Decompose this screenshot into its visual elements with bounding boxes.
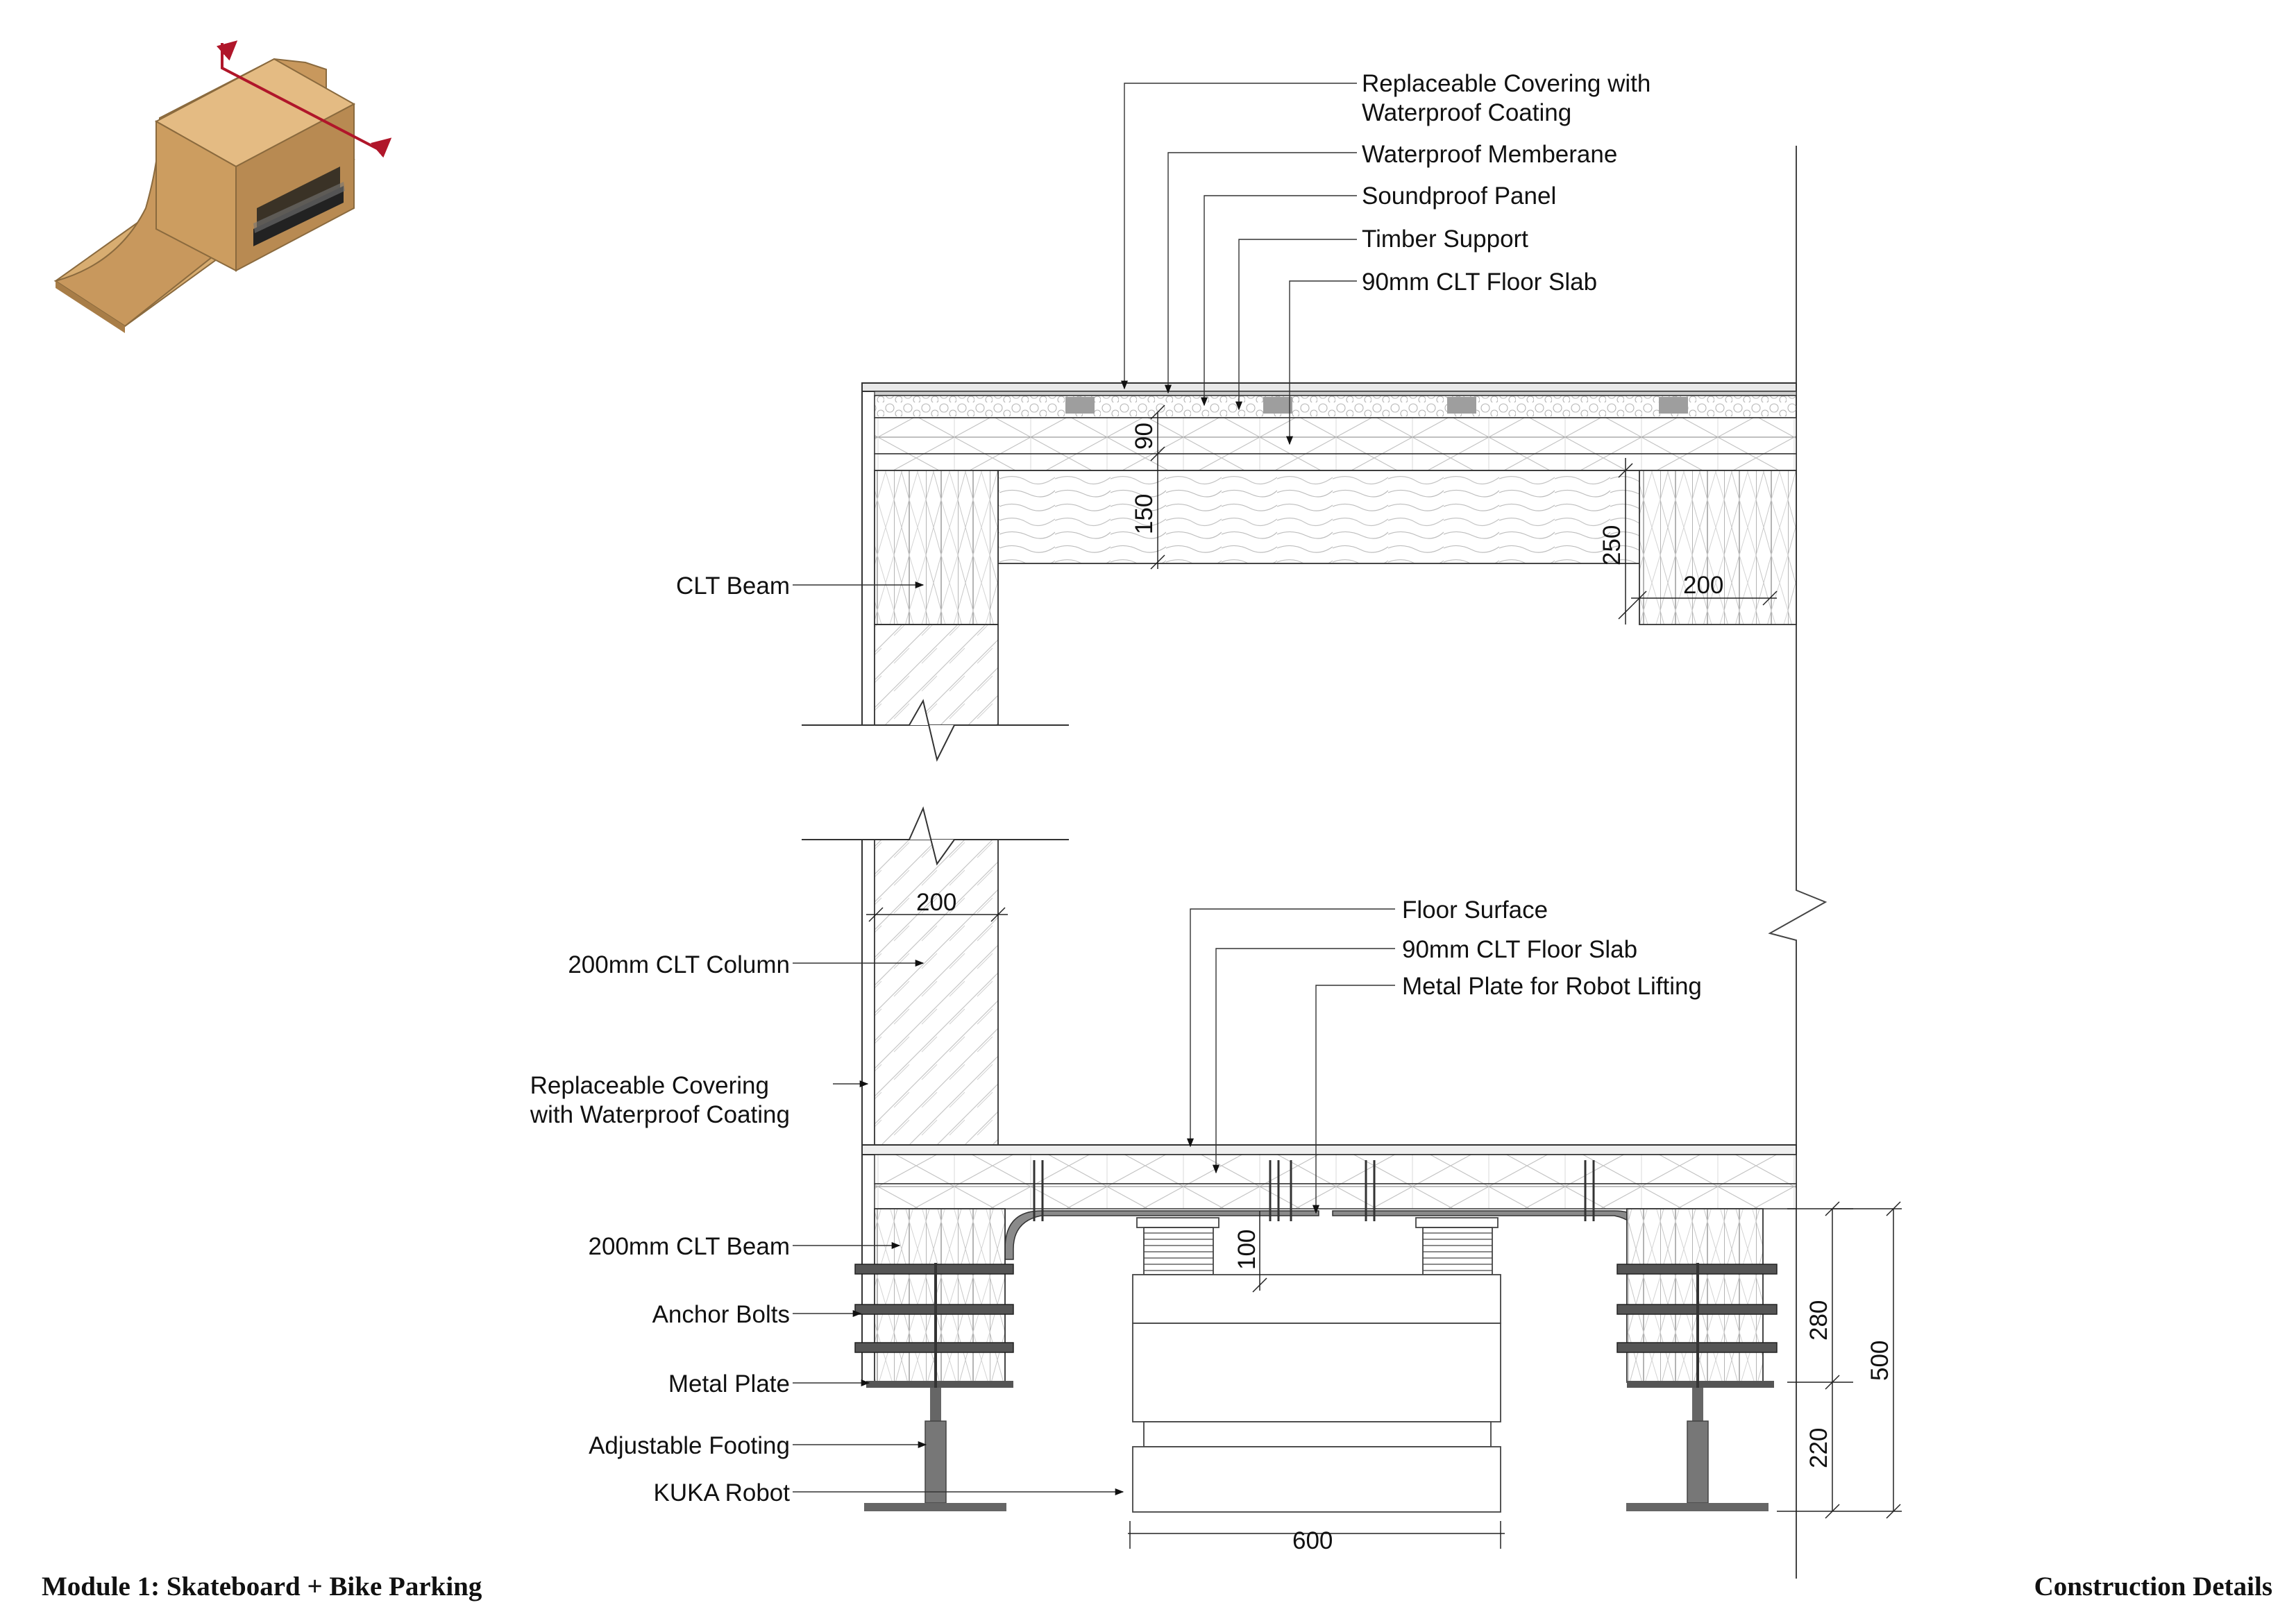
label-kuka-robot: KUKA Robot bbox=[653, 1479, 790, 1506]
label-clt-column: 200mm CLT Column bbox=[568, 951, 790, 978]
base-beam-left bbox=[855, 1209, 1013, 1388]
dim-column-width: 200 bbox=[916, 889, 957, 916]
dim-total-height: 500 bbox=[1866, 1340, 1893, 1381]
label-base-clt-beam: 200mm CLT Beam bbox=[588, 1233, 790, 1260]
label-side-covering-line2: with Waterproof Coating bbox=[530, 1101, 790, 1128]
column-upper bbox=[802, 624, 1069, 760]
label-floor-clt-slab: 90mm CLT Floor Slab bbox=[1402, 936, 1638, 963]
label-anchor-bolts: Anchor Bolts bbox=[652, 1301, 790, 1328]
label-floor-surface: Floor Surface bbox=[1402, 897, 1548, 924]
dim-footing-height: 220 bbox=[1805, 1427, 1832, 1468]
label-soundproof-panel: Soundproof Panel bbox=[1362, 182, 1557, 210]
dim-roof-beam: 150 bbox=[1131, 493, 1158, 534]
label-timber-support: Timber Support bbox=[1362, 226, 1528, 253]
label-metal-plate-robot-lifting: Metal Plate for Robot Lifting bbox=[1402, 973, 1702, 1000]
label-covering-line1: Replaceable Covering with bbox=[1362, 70, 1651, 97]
dim-plate-to-robot: 100 bbox=[1233, 1229, 1260, 1270]
module-title: Module 1: Skateboard + Bike Parking bbox=[42, 1572, 482, 1601]
label-metal-plate: Metal Plate bbox=[668, 1370, 790, 1397]
label-waterproof-membrane: Waterproof Memberane bbox=[1362, 141, 1618, 168]
label-side-covering-line1: Replaceable Covering bbox=[530, 1072, 769, 1099]
base-beam-right bbox=[1617, 1209, 1777, 1388]
dim-right-beam-width: 200 bbox=[1683, 572, 1724, 599]
label-roof-clt-slab: 90mm CLT Floor Slab bbox=[1362, 269, 1598, 296]
kuka-robot bbox=[1133, 1218, 1501, 1512]
adjustable-footing-left bbox=[864, 1388, 1006, 1511]
dim-base-beam-depth: 280 bbox=[1805, 1300, 1832, 1341]
dim-robot-width: 600 bbox=[1292, 1527, 1333, 1554]
left-callout-labels bbox=[530, 572, 790, 1506]
roof-assembly bbox=[862, 383, 1796, 725]
label-covering-line2: Waterproof Coating bbox=[1362, 99, 1572, 126]
dim-roof-slab: 90 bbox=[1131, 423, 1158, 450]
dim-right-beam-depth: 250 bbox=[1598, 525, 1626, 566]
label-clt-beam: CLT Beam bbox=[675, 572, 790, 600]
right-boundary-line bbox=[1770, 146, 1825, 1579]
label-adjustable-footing: Adjustable Footing bbox=[589, 1432, 790, 1459]
sheet-title: Construction Details bbox=[2034, 1572, 2272, 1601]
floor-callout-labels bbox=[1402, 897, 1702, 1000]
adjustable-footing-right bbox=[1626, 1388, 1769, 1511]
roof-callout-labels bbox=[1362, 70, 1651, 296]
module-isometric-thumbnail bbox=[56, 43, 389, 333]
